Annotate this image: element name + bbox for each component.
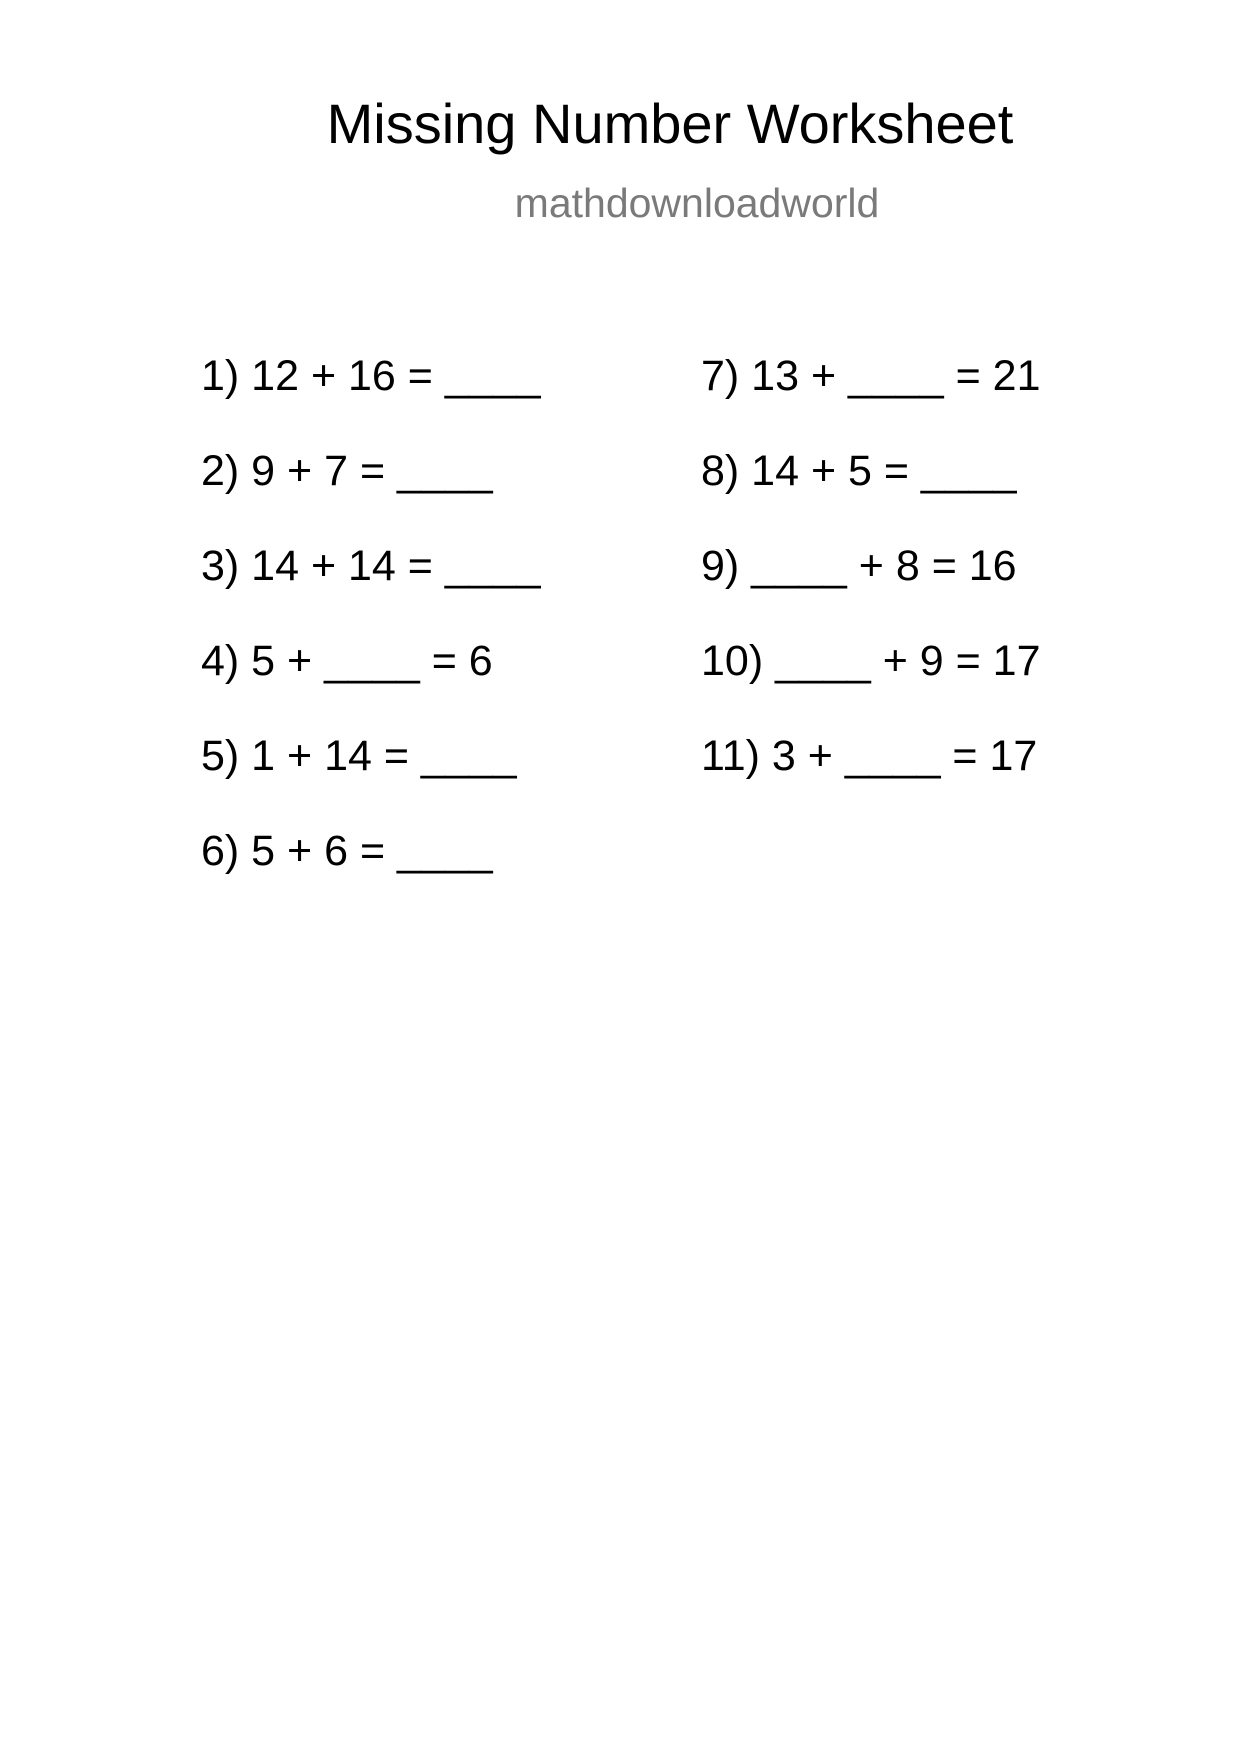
problem-9: 9) ____ + 8 = 16 bbox=[701, 542, 1017, 590]
page-subtitle: mathdownloadworld bbox=[514, 180, 880, 226]
problem-4: 4) 5 + ____ = 6 bbox=[201, 637, 493, 685]
problem-1: 1) 12 + 16 = ____ bbox=[201, 352, 541, 400]
page-title: Missing Number Worksheet bbox=[326, 92, 1014, 155]
problems-column-right bbox=[701, 352, 1201, 827]
problem-7: 7) 13 + ____ = 21 bbox=[701, 352, 1041, 400]
problems-column-left bbox=[201, 352, 701, 922]
problem-2: 2) 9 + 7 = ____ bbox=[201, 447, 493, 495]
problem-10: 10) ____ + 9 = 17 bbox=[701, 637, 1041, 685]
problem-11: 11) 3 + ____ = 17 bbox=[701, 732, 1038, 780]
problem-8: 8) 14 + 5 = ____ bbox=[701, 447, 1017, 495]
problem-5: 5) 1 + 14 = ____ bbox=[201, 732, 517, 780]
problem-6: 6) 5 + 6 = ____ bbox=[201, 827, 493, 875]
problem-3: 3) 14 + 14 = ____ bbox=[201, 542, 541, 590]
